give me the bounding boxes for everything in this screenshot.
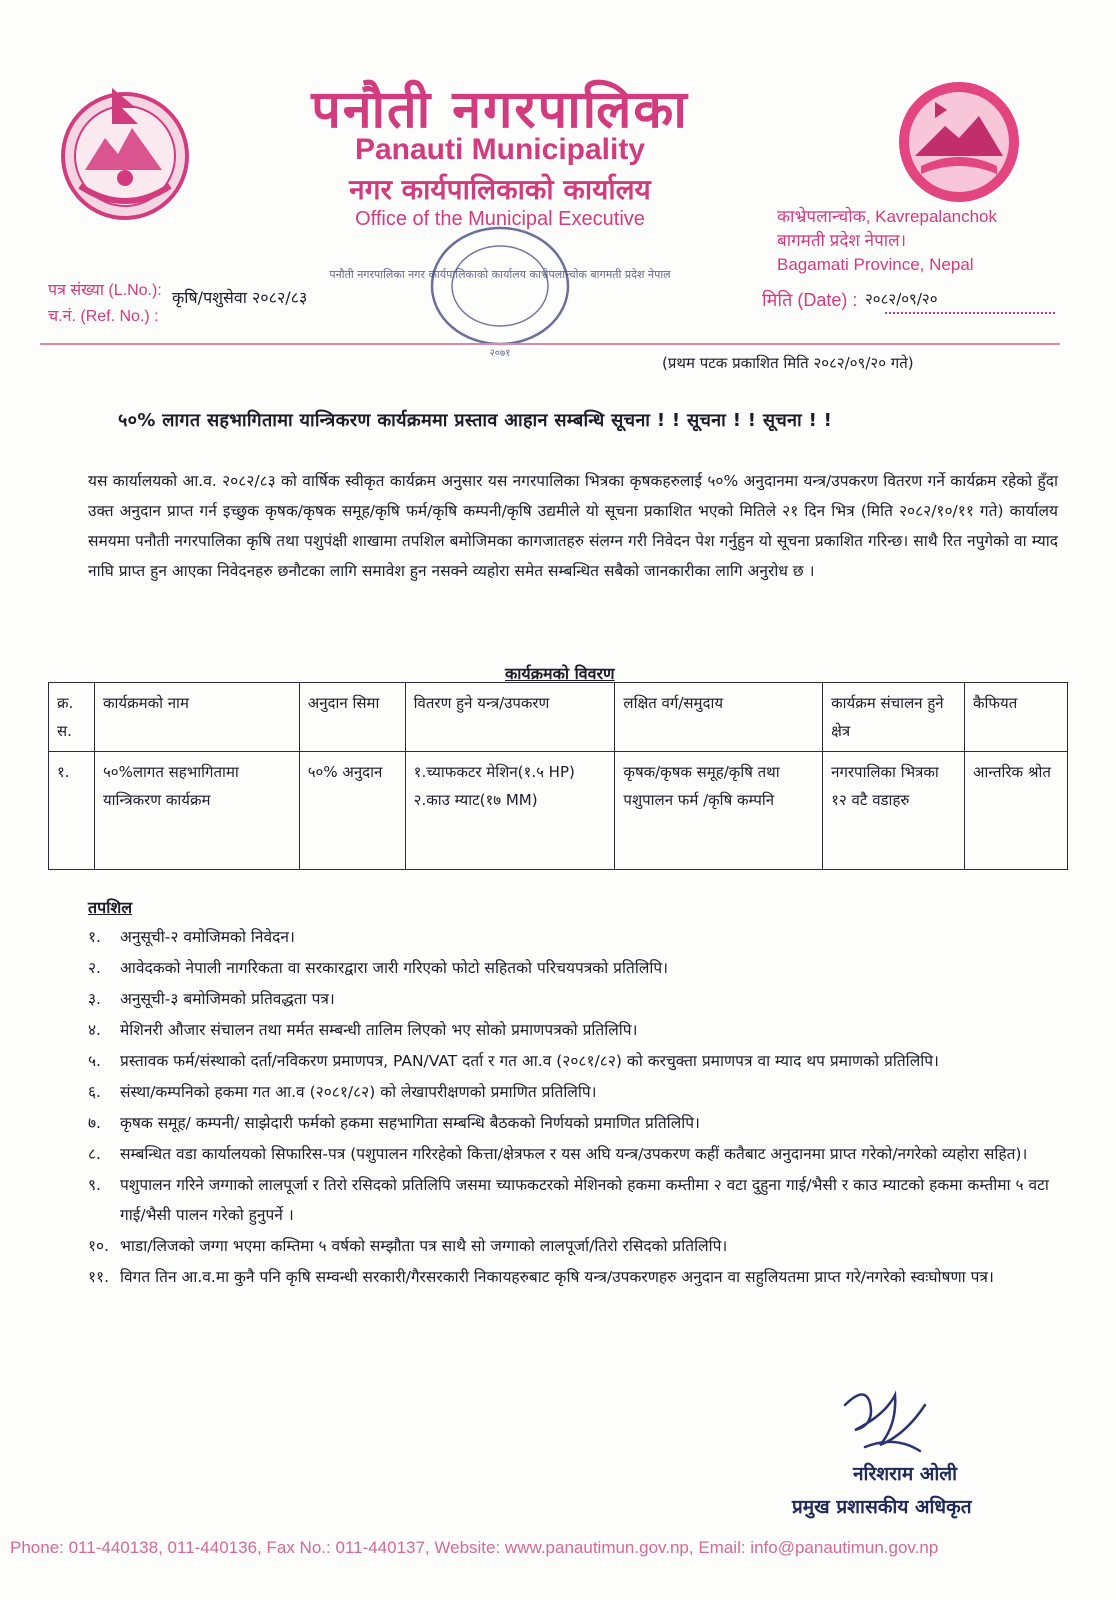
list-item-number: ७. [88, 1114, 101, 1132]
details-list [88, 922, 1060, 1293]
municipality-logo [895, 78, 1023, 206]
program-table [48, 682, 1068, 870]
list-item-text: प्रस्तावक फर्म/संस्थाको दर्ता/नविकरण प्रमाणपत्र, PAN/VAT दर्ता र गत आ.व (२०८१/८२) को करचुक्ता प्रमाणपत्र वा म्याद थप प्रमाणको प्रतिलिपि। [120, 1052, 939, 1070]
footer-contact: Phone: 011-440138, 011-440136, Fax No.: 011-440137, Website: www.panautimun.gov.np, Email: info@panautimun.gov.np [10, 1538, 939, 1557]
equipment-item: १.च्याफकटर मेशिन(१.५ HP) [413, 763, 575, 781]
list-item [88, 1262, 1060, 1292]
list-item-number: ११. [88, 1268, 110, 1286]
cell-area: नगरपालिका भित्रका १२ वटै वडाहरु [823, 752, 965, 870]
office-name-english: Office of the Municipal Executive [355, 208, 645, 230]
col-header-target: लक्षित वर्ग/समुदाय [615, 683, 823, 752]
list-item [88, 1139, 1060, 1169]
list-item [88, 922, 1060, 952]
signatory-name: नरिशराम ओली [853, 1463, 958, 1485]
list-item-text: अनुसूची-३ बमोजिमको प्रतिवद्धता पत्र। [120, 990, 335, 1008]
stamp-text: पनौती नगरपालिका नगर कार्यपालिकाको कार्यालय काभ्रेपलान्चोक बागमती प्रदेश नेपाल [329, 268, 671, 281]
list-item [88, 1170, 1060, 1230]
municipality-name-english: Panauti Municipality [354, 133, 646, 166]
equipment-item: २.काउ म्याट(१७ MM) [413, 791, 538, 809]
date-label: मिति (Date) : [762, 290, 858, 310]
list-item-number: ९. [88, 1176, 101, 1194]
table-header-row [49, 683, 1068, 752]
list-item-text: अनुसूची-२ वमोजिमको निवेदन। [120, 928, 295, 946]
list-item [88, 1046, 1060, 1076]
list-item-text: संस्था/कम्पनिको हकमा गत आ.व (२०८१/८२) को लेखापरीक्षणको प्रमाणित प्रतिलिपि। [120, 1083, 597, 1101]
header-divider [40, 343, 1060, 345]
first-published-date: (प्रथम पटक प्रकाशित मिति २०८२/०९/२० गते) [662, 354, 914, 372]
address-line-3: Bagamati Province, Nepal [777, 255, 974, 274]
cell-equipment [405, 752, 615, 870]
list-item-text: मेशिनरी औजार संचालन तथा मर्मत सम्बन्धी तालिम लिएको भए सोको प्रमाणपत्रको प्रतिलिपि। [120, 1021, 638, 1039]
list-item-text: भाडा/लिजको जग्गा भएमा कम्तिमा ५ वर्षको सम्झौता पत्र साथै सो जग्गाको लालपूर्जा/तिरो रसिदको प्रतिलिपि। [120, 1237, 728, 1255]
date-value: २०८२/०९/२० [865, 290, 938, 308]
handwritten-signature [825, 1385, 945, 1465]
col-header-sn: क्र. स. [49, 683, 95, 752]
cell-remarks: आन्तरिक श्रोत [965, 752, 1068, 870]
list-item-number: ८. [88, 1145, 101, 1163]
intro-paragraph: यस कार्यालयको आ.व. २०८२/८३ को वार्षिक स्वीकृत कार्यक्रम अनुसार यस नगरपालिका भित्रका कृषकहरुलाई ५०% अनुदानमा यन्त्र/उपकरण वितरण गर्ने कार्यक्रम रहेको हुँदा उक्त अनुदान प्राप्त गर्न इच्छुक कृषक/कृषक समूह/कृषि फर्म/कृषि कम्पनी/कृषि उद्यमीले यो सूचना प्रकाशित भएको मितिले २१ दिन भित्र (मिति २०८२/१०/११ गते) कार्यालय समयमा पनौती नगरपालिका कृषि तथा पशुपंक्षी शाखामा तपशिल बमोजिमका कागजातहरु संलग्न गरी निवेदन पेश गर्नुहुन यो सूचना प्रकाशित गरिन्छ। साथै रित नपुगेको वा म्याद नाघि प्राप्त हुन आएका निवेदनहरु छनौटका लागि समावेश हुन नसक्ने व्यहोरा समेत सम्बन्धित सबैको जानकारीका लागि अनुरोध छ । [88, 472, 1058, 580]
table-row [49, 752, 1068, 870]
list-item-text: आवेदकको नेपाली नागरिकता वा सरकारद्वारा जारी गरिएको फोटो सहितको परिचयपत्रको प्रतिलिपि। [120, 959, 669, 977]
list-item-number: ३. [88, 990, 101, 1008]
col-header-program-name: कार्यक्रमको नाम [94, 683, 299, 752]
list-item-number: ५. [88, 1052, 101, 1070]
list-item-text: पशुपालन गरिने जग्गाको लालपूर्जा र तिरो रसिदको प्रतिलिपि जसमा च्याफकटरको मेशिनको हकमा कम्तीमा २ वटा दुहुना गाई/भैसी र काउ म्याटको हकमा कम्तीमा ५ वटा गाई/भैसी पालन गरेको हुनुपर्ने । [120, 1176, 1049, 1224]
office-name-nepali: नगर कार्यपालिकाको कार्यालय [349, 173, 651, 206]
cell-program-name: ५०%लागत सहभागितामा यान्त्रिकरण कार्यक्रम [94, 752, 299, 870]
date-dotted-line [885, 312, 1055, 314]
signatory-title: प्रमुख प्रशासकीय अधिकृत [792, 1496, 972, 1518]
list-item [88, 1077, 1060, 1107]
list-item [88, 953, 1060, 983]
cell-sn: १. [49, 752, 95, 870]
nepal-emblem-logo [50, 78, 200, 228]
list-item-number: १०. [88, 1237, 110, 1255]
cell-subsidy: ५०% अनुदान [299, 752, 405, 870]
list-item [88, 1015, 1060, 1045]
details-heading: तपशिल [88, 898, 133, 917]
list-item [88, 1108, 1060, 1138]
list-item [88, 984, 1060, 1014]
list-item-text: सम्बन्धित वडा कार्यालयको सिफारिस-पत्र (पशुपालन गरिरहेको कित्ता/क्षेत्रफल र यस अघि यन्त्र/उपकरण कहीं कतैबाट अनुदानमा प्राप्त गरेको/नगरेको व्यहोरा सहित)। [120, 1145, 1028, 1163]
list-item-text: कृषक समूह/ कम्पनी/ साझेदारी फर्मको हकमा सहभागिता सम्बन्धि बैठकको निर्णयको प्रमाणित प्रतिलिपि। [120, 1114, 700, 1132]
address-line-1: काभ्रेपलान्चोक, Kavrepalanchok [777, 207, 998, 226]
list-item-text: विगत तिन आ.व.मा कुनै पनि कृषि सम्वन्धी सरकारी/गैरसरकारी निकायहरुबाट कृषि यन्त्र/उपकरणहरु अनुदान वा सहुलियतमा प्राप्त गरे/नगरेको स्वःघोषणा पत्र। [120, 1268, 994, 1286]
cell-target: कृषक/कृषक समूह/कृषि तथा पशुपालन फर्म /कृषि कम्पनि [615, 752, 823, 870]
list-item-number: ६. [88, 1083, 101, 1101]
col-header-subsidy: अनुदान सिमा [299, 683, 405, 752]
stamp-year: २०७१ [489, 348, 511, 359]
col-header-remarks: कैफियत [965, 683, 1068, 752]
col-header-equipment: वितरण हुने यन्त्र/उपकरण [405, 683, 615, 752]
notice-title: ५०% लागत सहभागितामा यान्त्रिकरण कार्यक्रममा प्रस्ताव आहान सम्बन्धि सूचना ! ! सूचना ! ! सूचना ! ! [118, 410, 833, 431]
address-line-2: बागमती प्रदेश नेपाल। [777, 231, 907, 250]
list-item-number: ४. [88, 1021, 101, 1039]
office-address [777, 205, 1077, 277]
col-header-area: कार्यक्रम संचालन हुने क्षेत्र [823, 683, 965, 752]
letter-number-value: कृषि/पशुसेवा २०८२/८३ [172, 288, 308, 307]
list-item-number: १. [88, 928, 101, 946]
list-item [88, 1231, 1060, 1261]
ref-number-label: च.नं. (Ref. No.) : [48, 308, 159, 325]
letter-number-label: पत्र संख्या (L.No.): [48, 282, 162, 299]
reference-labels [48, 278, 162, 330]
program-table-caption: कार्यक्रमको विवरण [505, 664, 615, 683]
list-item-number: २. [88, 959, 101, 977]
municipality-name-nepali: पनौती नगरपालिका [311, 80, 689, 140]
